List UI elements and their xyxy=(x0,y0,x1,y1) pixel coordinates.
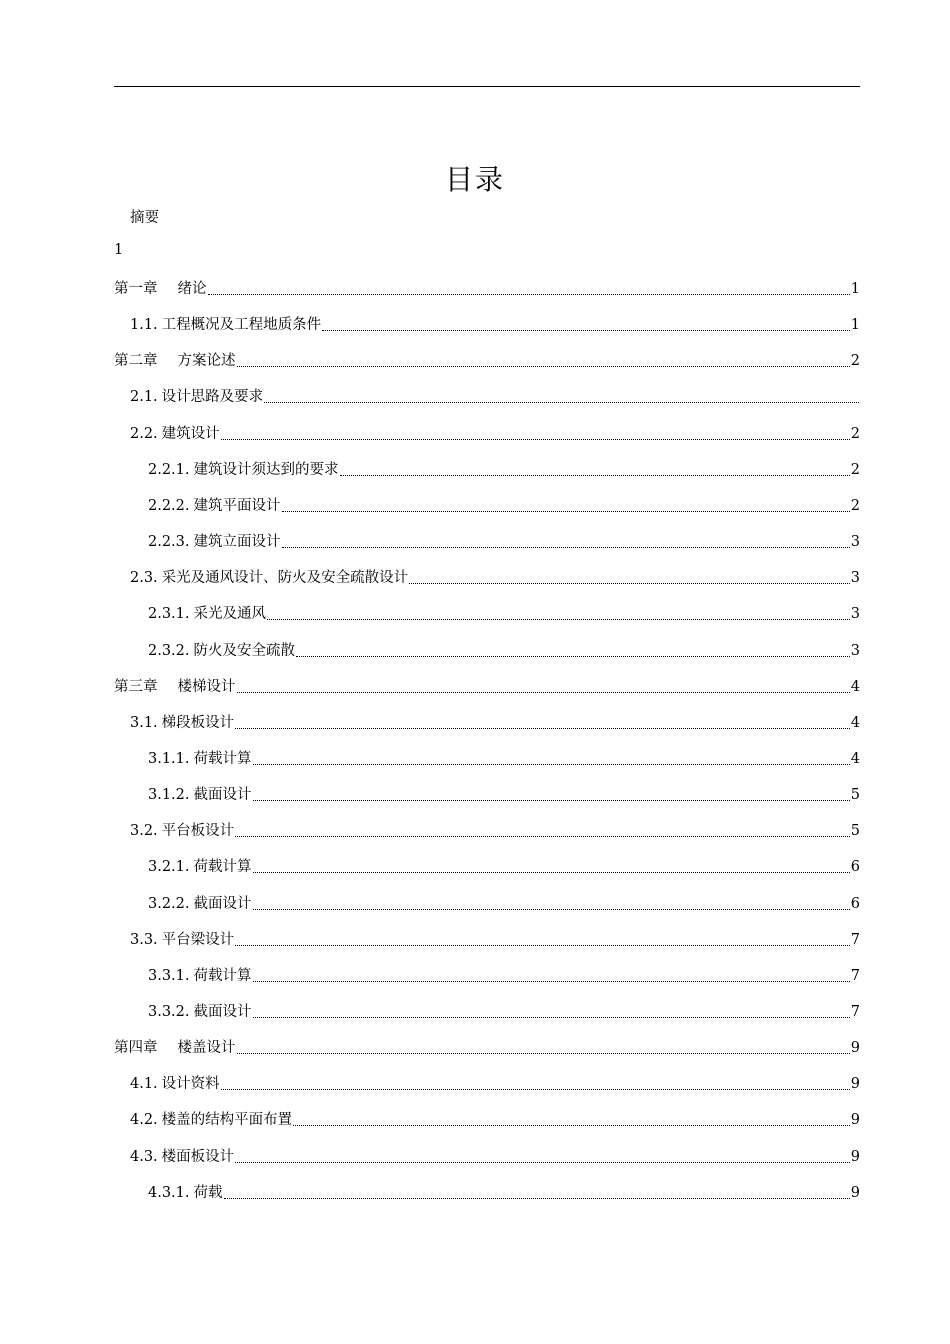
toc-entry-page: 7 xyxy=(850,931,860,948)
toc-title: 目录 xyxy=(444,163,505,196)
toc-entry-text: 梯段板设计 xyxy=(161,714,235,731)
toc-dot-leader xyxy=(409,583,850,584)
toc-entry-number: 2.2. xyxy=(130,425,158,442)
toc-entry-number: 第四章 xyxy=(114,1040,158,1057)
toc-entry-label xyxy=(130,1074,220,1094)
toc-entry[interactable] xyxy=(130,711,860,733)
toc-entry-text: 楼梯设计 xyxy=(177,678,236,695)
toc-entry-number: 3.3.1. xyxy=(148,967,190,984)
toc-entry-number: 2.3. xyxy=(130,570,158,587)
header-rule xyxy=(114,86,860,87)
toc-entry-number: 1.1. xyxy=(130,317,158,334)
toc-entry[interactable] xyxy=(148,783,860,805)
toc-entry[interactable] xyxy=(148,530,860,552)
toc-entry-text: 建筑立面设计 xyxy=(193,534,281,551)
toc-dot-leader xyxy=(235,728,850,729)
toc-entry-page: 6 xyxy=(850,859,860,876)
toc-dot-leader xyxy=(237,1053,850,1054)
toc-entry[interactable] xyxy=(148,602,860,624)
toc-entry-page: 3 xyxy=(850,534,860,551)
toc-entry-number: 2.2.2. xyxy=(148,497,190,514)
toc-entry[interactable] xyxy=(148,855,860,877)
toc-entry-page: 7 xyxy=(850,967,860,984)
toc-entry-number: 3.2.2. xyxy=(148,895,190,912)
toc-entry-page: 1 xyxy=(850,281,860,297)
toc-dot-leader xyxy=(221,439,850,440)
toc-entry-page: 4 xyxy=(850,750,860,767)
toc-entry-label xyxy=(130,424,220,444)
toc-dot-leader xyxy=(253,764,850,765)
toc-dot-leader xyxy=(253,800,850,801)
toc-entry[interactable] xyxy=(130,819,860,841)
toc-entry-page: 6 xyxy=(850,895,860,912)
toc-entry-text: 楼盖设计 xyxy=(177,1040,236,1057)
toc-entry-text: 工程概况及工程地质条件 xyxy=(161,317,322,334)
toc-entry-number: 2.1. xyxy=(130,389,158,406)
toc-dot-leader xyxy=(235,1162,850,1163)
toc-entry-text: 设计思路及要求 xyxy=(161,389,264,406)
toc-entry-label xyxy=(148,1183,223,1203)
toc-entry-text: 建筑平面设计 xyxy=(193,497,281,514)
toc-entry-number: 第一章 xyxy=(114,281,158,297)
toc-entry-page: 4 xyxy=(850,678,860,695)
toc-entry-number: 第二章 xyxy=(114,353,158,370)
toc-entry-text: 平台梁设计 xyxy=(161,931,235,948)
toc-entry-text: 截面设计 xyxy=(193,895,252,912)
toc-entry-label xyxy=(130,315,321,335)
toc-entry-label xyxy=(114,677,236,697)
toc-entry-label xyxy=(148,966,252,986)
toc-entry-label xyxy=(130,930,234,950)
toc-entry-text: 设计资料 xyxy=(161,1076,220,1093)
toc-entry-page: 3 xyxy=(850,606,860,623)
toc-dot-leader xyxy=(296,656,850,657)
toc-entry-page: 9 xyxy=(850,1040,860,1057)
toc-entry-text: 采光及通风 xyxy=(193,606,267,623)
toc-entry-label xyxy=(114,1038,236,1058)
toc-entry-label xyxy=(130,821,234,841)
toc-dot-leader xyxy=(221,1089,850,1090)
toc-entry-page: 2 xyxy=(850,497,860,514)
toc-entry-label xyxy=(114,351,236,371)
toc-entry-page: 4 xyxy=(850,714,860,731)
toc-entry-number: 3.2. xyxy=(130,823,158,840)
toc-entry-label xyxy=(148,532,281,552)
toc-entry-number: 3.3. xyxy=(130,931,158,948)
toc-entry[interactable] xyxy=(114,675,860,697)
toc-entry-page: 5 xyxy=(850,823,860,840)
toc-dot-leader xyxy=(224,1198,850,1199)
toc-entry-number: 3.1.1. xyxy=(148,750,190,767)
toc-entry[interactable] xyxy=(130,566,860,588)
toc-entry-number: 3.1.2. xyxy=(148,787,190,804)
toc-entry[interactable] xyxy=(130,928,860,950)
toc-entry-label xyxy=(148,496,281,516)
toc-entry[interactable] xyxy=(130,1072,860,1094)
toc-entry-number: 3.1. xyxy=(130,714,158,731)
toc-entry[interactable] xyxy=(130,1108,860,1130)
toc-entry-text: 建筑设计须达到的要求 xyxy=(193,461,339,478)
toc-entry-text: 截面设计 xyxy=(193,1004,252,1020)
toc-dot-leader xyxy=(235,836,850,837)
toc-entry-number: 2.3.2. xyxy=(148,642,190,659)
toc-entry[interactable] xyxy=(130,313,860,335)
toc-dot-leader xyxy=(267,619,850,620)
toc-entry-page: 9 xyxy=(850,1112,860,1129)
toc-entry-page: 2 xyxy=(850,353,860,370)
toc-entry-number: 4.3.1. xyxy=(148,1184,190,1201)
toc-entry-page: 3 xyxy=(850,642,860,659)
toc-entry-number: 3.2.1. xyxy=(148,859,190,876)
toc-dot-leader xyxy=(237,366,850,367)
toc-entry-page: 9 xyxy=(850,1184,860,1201)
toc-entry-page: 5 xyxy=(850,787,860,804)
toc-entry[interactable] xyxy=(148,494,860,516)
toc-entry-label xyxy=(148,604,266,624)
toc-entry[interactable] xyxy=(148,458,860,480)
toc-entry-number: 4.1. xyxy=(130,1076,158,1093)
toc-entry-label xyxy=(148,785,252,805)
toc-entry-label xyxy=(148,749,252,769)
toc-entry[interactable] xyxy=(148,964,860,986)
toc-entry-number: 4.3. xyxy=(130,1148,158,1165)
toc-entry[interactable] xyxy=(114,349,860,371)
toc-entry-label xyxy=(148,857,252,877)
toc-entry-label xyxy=(148,641,295,661)
toc-entry-page: 9 xyxy=(850,1076,860,1093)
toc-dot-leader xyxy=(293,1125,850,1126)
toc-entry-number: 2.2.1. xyxy=(148,461,190,478)
toc-entry[interactable] xyxy=(114,1036,860,1058)
toc-entry-text: 防火及安全疏散 xyxy=(193,642,296,659)
toc-dot-leader xyxy=(253,872,850,873)
toc-entry-text: 楼面板设计 xyxy=(161,1148,235,1165)
toc-entry-label xyxy=(114,279,207,299)
toc-entry-label xyxy=(148,1002,252,1022)
toc-entry-text: 荷载计算 xyxy=(193,967,252,984)
toc-entry-page: 7 xyxy=(850,1004,860,1020)
toc-dot-leader xyxy=(282,511,850,512)
toc-entry-text: 荷载计算 xyxy=(193,859,252,876)
toc-entry-page: 3 xyxy=(850,570,860,587)
toc-entry[interactable] xyxy=(148,747,860,769)
toc-entry-number: 3.3.2. xyxy=(148,1004,190,1020)
toc-entry[interactable] xyxy=(130,385,860,407)
toc-entry-label xyxy=(148,894,252,914)
toc-dot-leader xyxy=(253,981,850,982)
toc-dot-leader xyxy=(253,909,850,910)
toc-entry-page: 9 xyxy=(850,1148,860,1165)
toc-entry-text: 建筑设计 xyxy=(161,425,220,442)
toc-dot-leader xyxy=(253,1017,850,1018)
toc-dot-leader xyxy=(340,475,850,476)
toc-entry-number: 2.2.3. xyxy=(148,534,190,551)
toc-entry-number: 2.3.1. xyxy=(148,606,190,623)
toc-entry-label xyxy=(148,460,339,480)
toc-entry-text: 绪论 xyxy=(177,281,207,297)
toc-entry[interactable] xyxy=(114,277,860,299)
toc-dot-leader xyxy=(282,547,850,548)
toc-entry[interactable] xyxy=(148,1181,860,1203)
toc-dot-leader xyxy=(264,402,859,403)
toc-entry-text: 方案论述 xyxy=(177,353,236,370)
toc-dot-leader xyxy=(322,330,850,331)
toc-entry-number: 4.2. xyxy=(130,1112,158,1129)
toc-entry-label xyxy=(130,387,263,407)
toc-dot-leader xyxy=(237,692,850,693)
toc-entry-label xyxy=(130,568,408,588)
toc-entry-label xyxy=(130,1147,234,1167)
toc-entry-text: 荷载 xyxy=(193,1184,223,1201)
toc-entry-text: 荷载计算 xyxy=(193,750,252,767)
toc-entry-label xyxy=(130,713,234,733)
toc-entry-text: 截面设计 xyxy=(193,787,252,804)
toc-dot-leader xyxy=(235,945,850,946)
toc-abstract-page: 1 xyxy=(114,242,124,258)
toc-entry-text: 楼盖的结构平面布置 xyxy=(161,1112,293,1129)
toc-entry-label xyxy=(130,1110,292,1130)
toc-abstract[interactable]: 摘要 xyxy=(130,210,159,226)
toc-entry-number: 第三章 xyxy=(114,678,158,695)
toc-entry[interactable] xyxy=(148,639,860,661)
toc-entry-page: 2 xyxy=(850,425,860,442)
toc-entry[interactable] xyxy=(148,1000,860,1022)
toc-entry-page: 2 xyxy=(850,461,860,478)
toc-entry-page: 1 xyxy=(850,317,860,334)
toc-entry[interactable] xyxy=(130,1145,860,1167)
toc-dot-leader xyxy=(208,294,850,295)
toc-entry[interactable] xyxy=(148,892,860,914)
toc-entry[interactable] xyxy=(130,422,860,444)
toc-entry-text: 平台板设计 xyxy=(161,823,235,840)
toc-entry-text: 采光及通风设计、防火及安全疏散设计 xyxy=(161,570,409,587)
